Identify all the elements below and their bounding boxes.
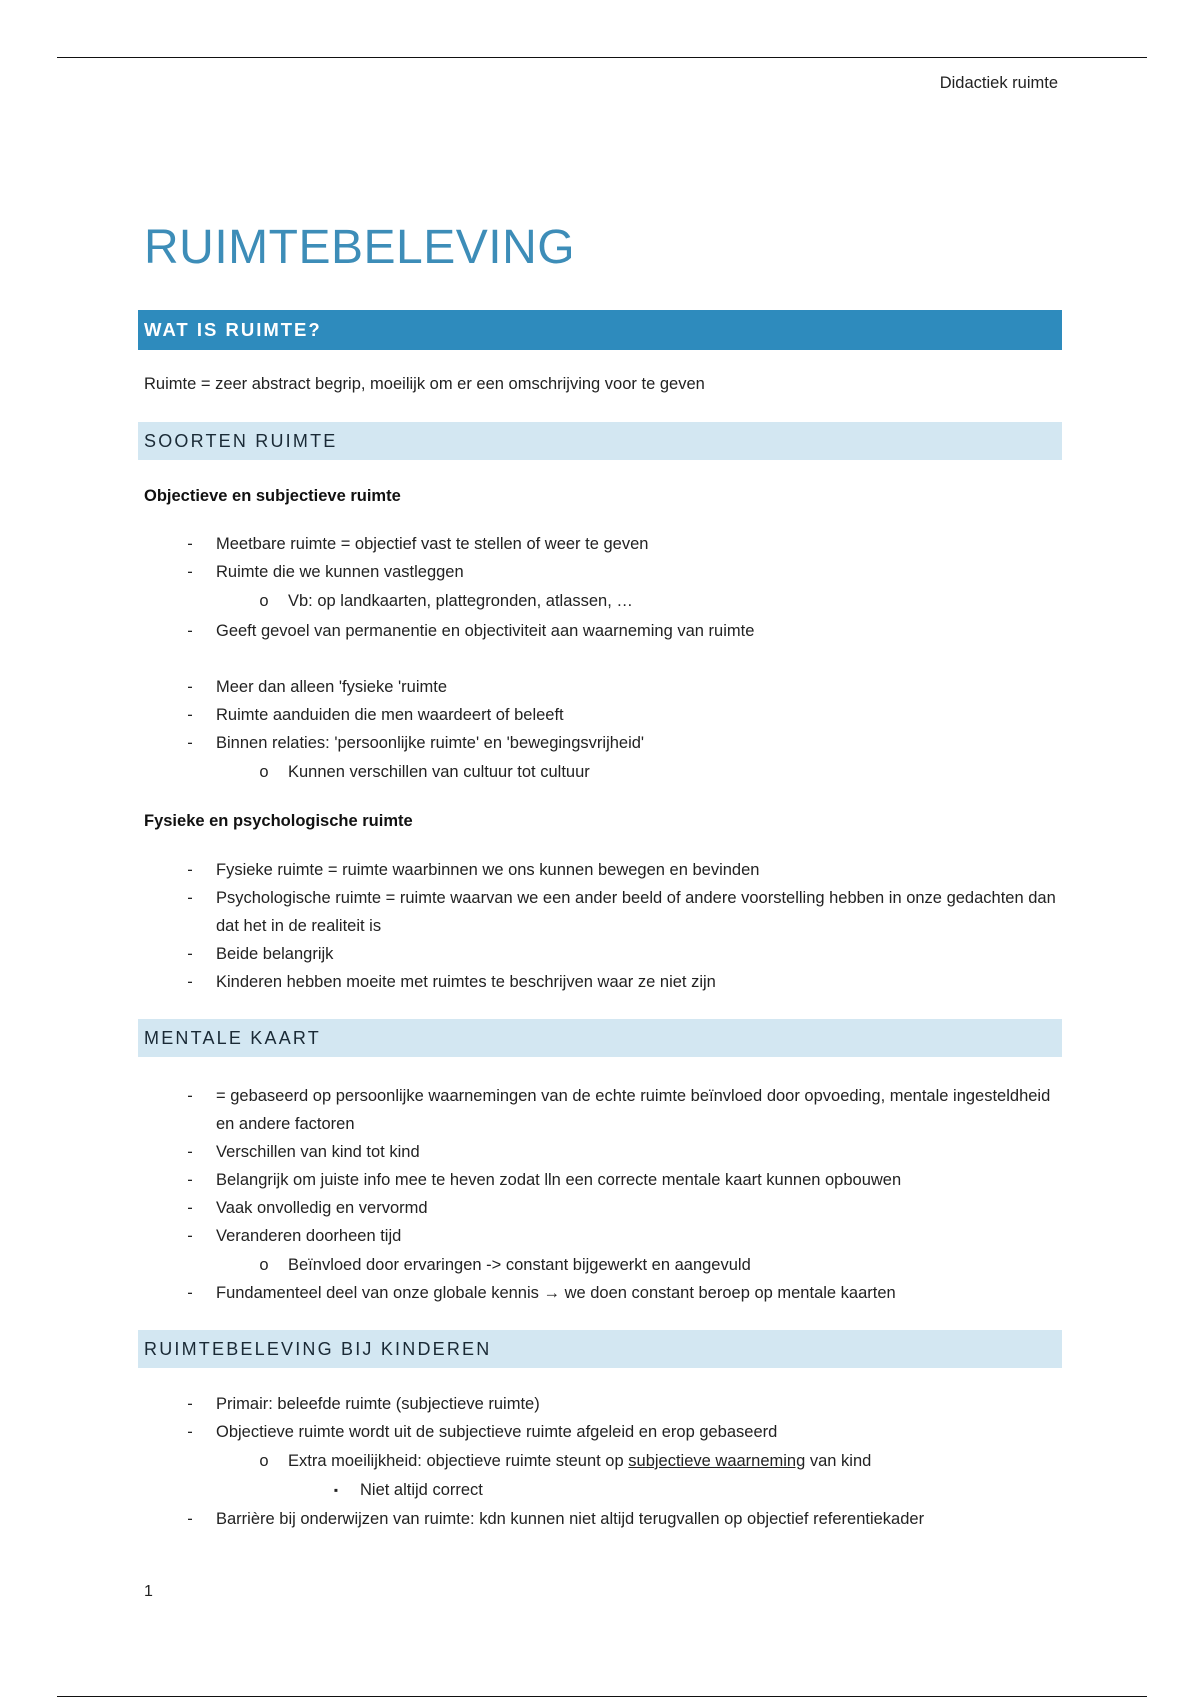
heading-ruimtebeleving-kinderen: RUIMTEBELEVING BIJ KINDEREN [138, 1330, 1062, 1368]
header-rule [57, 57, 1147, 58]
list-item: - Ruimte aanduiden die men waardeert of beleeft [187, 706, 564, 724]
list-item: - Primair: beleefde ruimte (subjectieve ruimte) [187, 1395, 540, 1413]
list-item: o Kunnen verschillen van cultuur tot cultuur [259, 763, 590, 781]
list-item: - Objectieve ruimte wordt uit de subjectieve ruimte afgeleid en erop gebaseerd [187, 1423, 778, 1441]
list-item: - Beide belangrijk [187, 945, 334, 963]
document-title: RUIMTEBELEVING [144, 221, 576, 274]
list-item: - Verschillen van kind tot kind [187, 1143, 420, 1161]
list-item: - Vaak onvolledig en vervormd [187, 1199, 428, 1217]
running-header: Didactiek ruimte [939, 74, 1058, 92]
list-item: o Extra moeilijkheid: objectieve ruimte steunt op subjectieve waarneming van kind [259, 1452, 872, 1470]
heading-wat-is-ruimte: WAT IS RUIMTE? [138, 310, 1062, 350]
list-item: - Fundamenteel deel van onze globale kennis → we doen constant beroep op mentale kaarten [187, 1284, 896, 1302]
list-item: - = gebaseerd op persoonlijke waarnemingen van de echte ruimte beïnvloed door opvoeding, mentale ingesteldheid en andere factoren [187, 1087, 1051, 1133]
list-item: - Kinderen hebben moeite met ruimtes te beschrijven waar ze niet zijn [187, 973, 716, 991]
list-item: - Psychologische ruimte = ruimte waarvan we een ander beeld of andere voorstelling hebben in onze gedachten dan dat het in de realiteit is [187, 889, 1056, 935]
list-item: - Fysieke ruimte = ruimte waarbinnen we ons kunnen bewegen en bevinden [187, 861, 760, 879]
footer-rule [57, 1696, 1147, 1697]
heading-soorten-ruimte: SOORTEN RUIMTE [138, 422, 1062, 460]
heading-mentale-kaart: MENTALE KAART [138, 1019, 1062, 1057]
list-item: ▪ Niet altijd correct [333, 1481, 483, 1499]
list-item: - Geeft gevoel van permanentie en objectiviteit aan waarneming van ruimte [187, 622, 755, 640]
list-item: - Meer dan alleen 'fysieke 'ruimte [187, 678, 447, 696]
list-item: - Meetbare ruimte = objectief vast te stellen of weer te geven [187, 535, 649, 553]
list-item: o Vb: op landkaarten, plattegronden, atlassen, … [259, 592, 633, 610]
list-item: - Ruimte die we kunnen vastleggen [187, 563, 464, 581]
paragraph-definition: Ruimte = zeer abstract begrip, moeilijk om er een omschrijving voor te geven [144, 375, 705, 393]
list-item: - Belangrijk om juiste info mee te heven zodat lln een correcte mentale kaart kunnen opbouwen [187, 1171, 902, 1189]
list-item: - Barrière bij onderwijzen van ruimte: kdn kunnen niet altijd terugvallen op objectief referentiekader [187, 1510, 925, 1528]
subheading-objectieve: Objectieve en subjectieve ruimte [144, 487, 401, 505]
list-item: - Veranderen doorheen tijd [187, 1227, 402, 1245]
list-item: o Beïnvloed door ervaringen -> constant bijgewerkt en aangevuld [259, 1256, 751, 1274]
subheading-fysieke: Fysieke en psychologische ruimte [144, 812, 413, 830]
list-item: - Binnen relaties: 'persoonlijke ruimte' en 'bewegingsvrijheid' [187, 734, 645, 752]
page-number: 1 [144, 1583, 153, 1600]
